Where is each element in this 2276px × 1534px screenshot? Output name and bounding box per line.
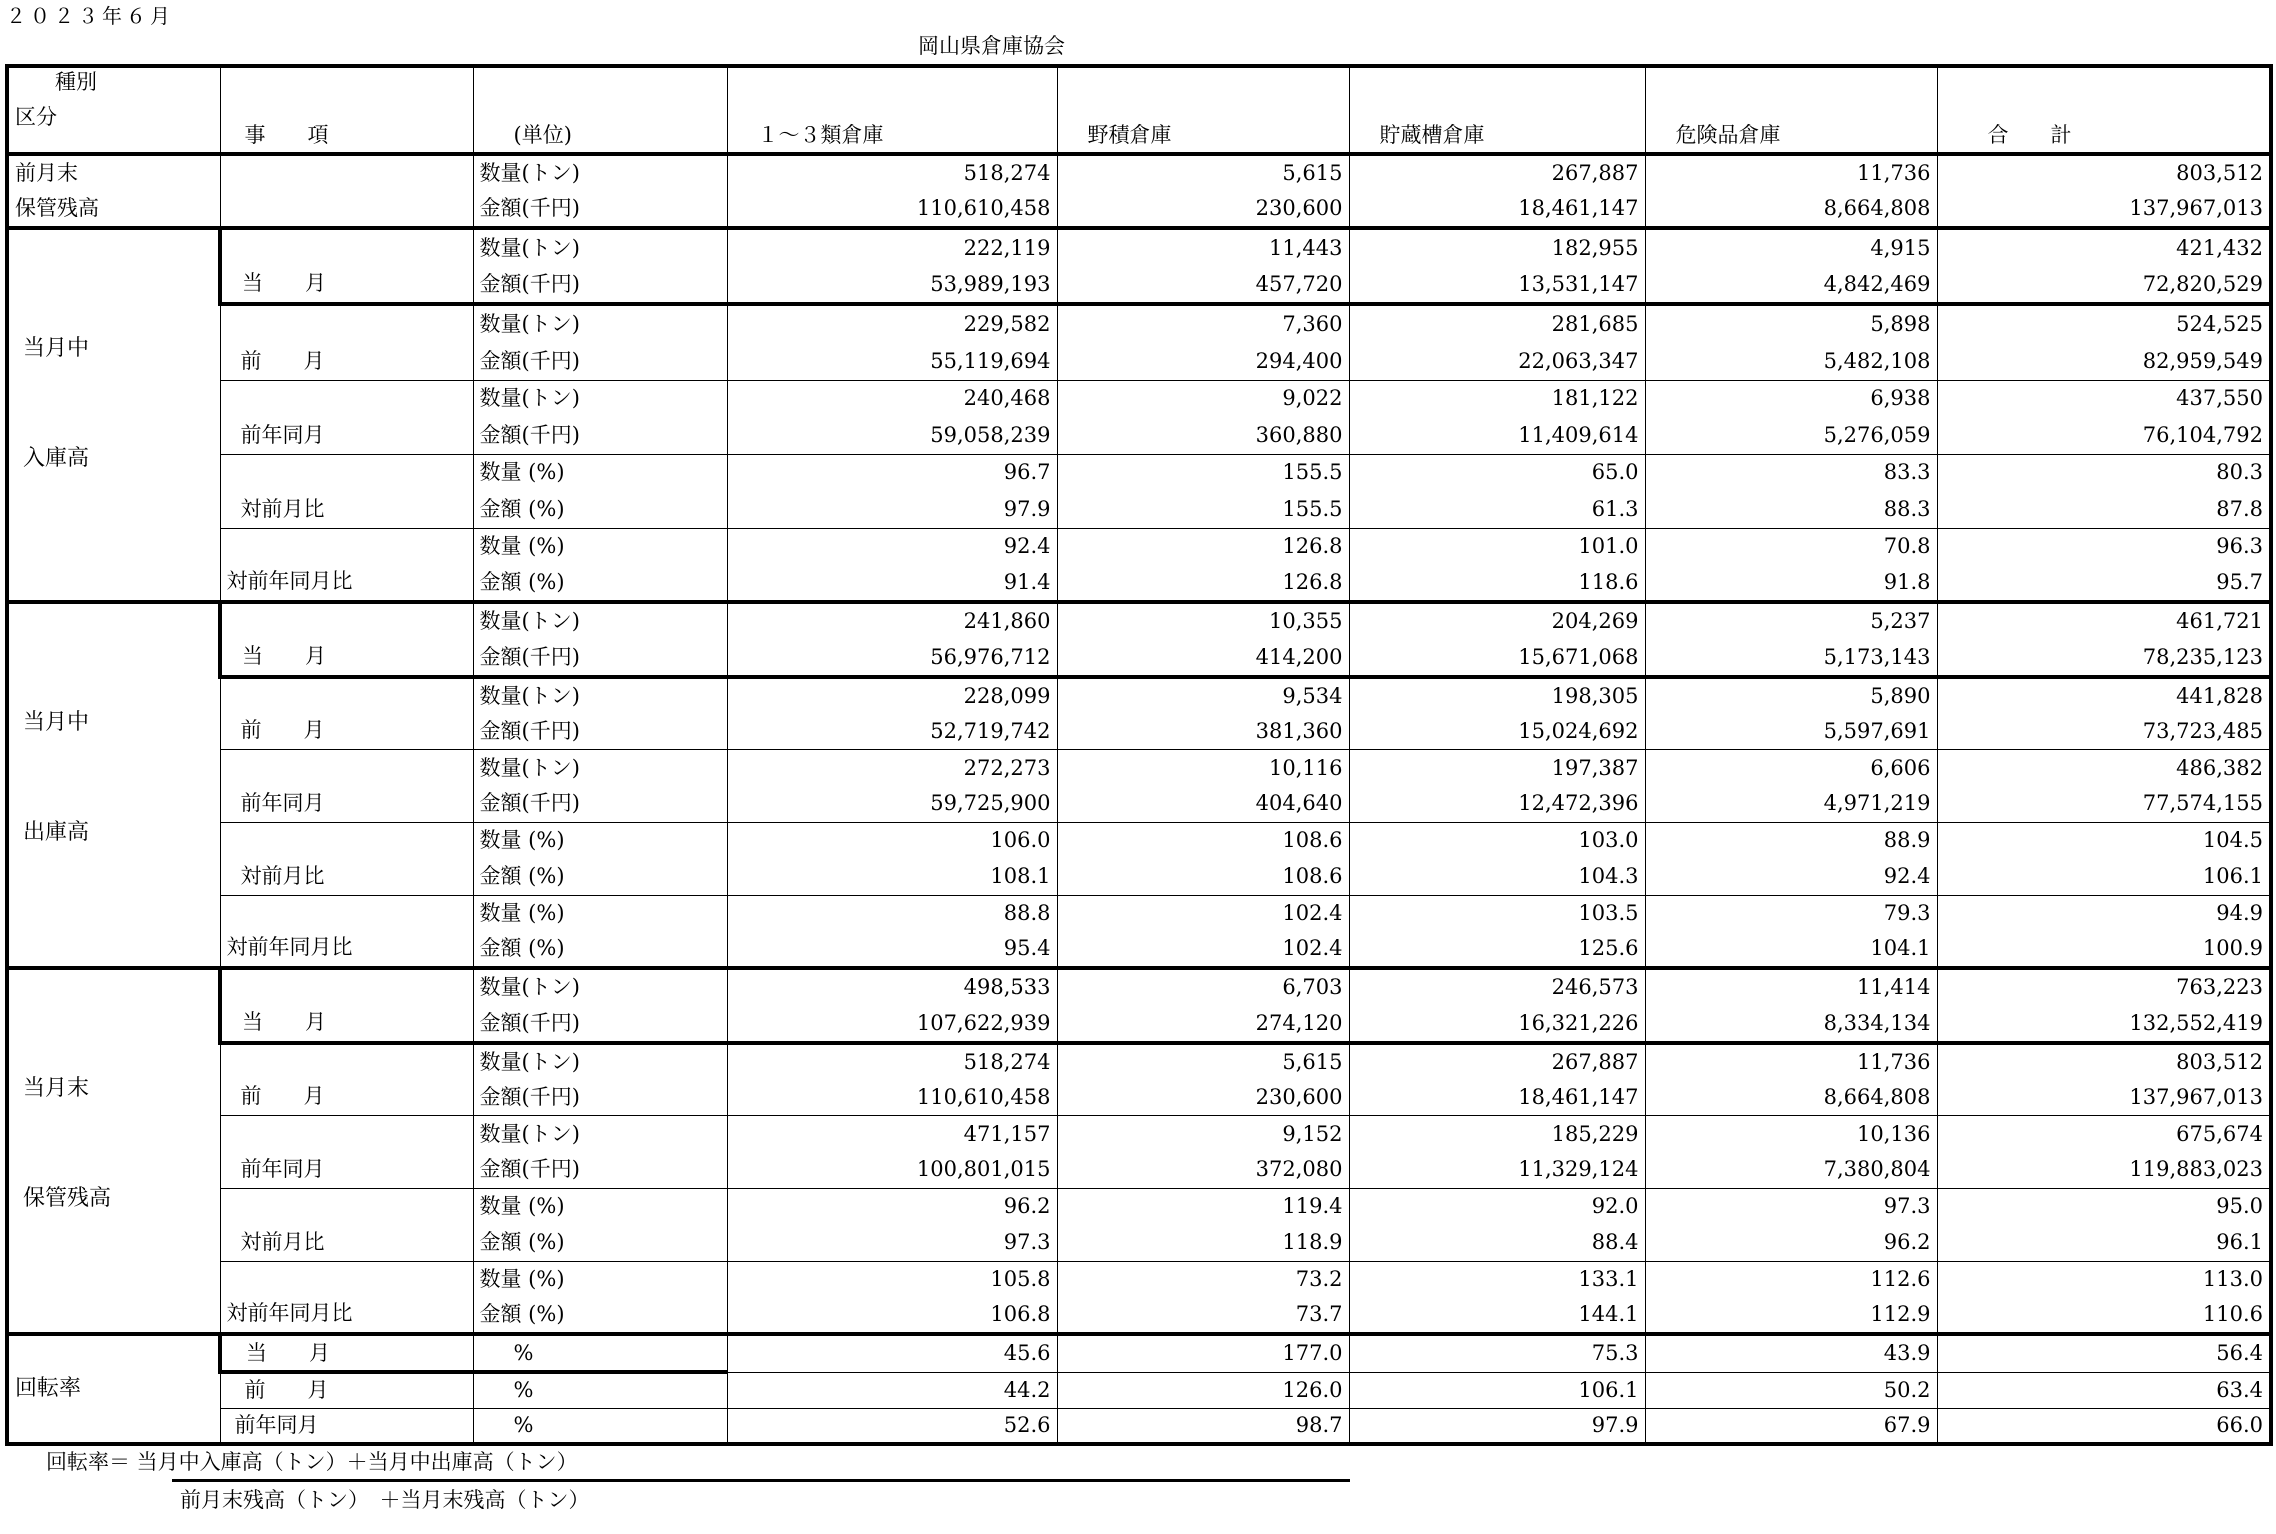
value-cell: 80.3 87.8 xyxy=(1937,454,2271,528)
item-current: 当 月 xyxy=(220,602,473,677)
header-row xyxy=(7,66,2271,154)
value-cell: 441,828 73,723,485 xyxy=(1937,677,2271,750)
turnover-current-row xyxy=(7,1334,2271,1372)
header-hazardous: 危険品倉庫 xyxy=(1645,66,1937,154)
end-balance-previous-row xyxy=(7,1043,2271,1116)
value-cell: 518,274 110,610,458 xyxy=(727,1043,1057,1116)
value-cell: 98.7 xyxy=(1057,1408,1349,1444)
organization-name: 岡山県倉庫協会 xyxy=(918,34,1065,58)
item-vs-prev-year: 対前年同月比 xyxy=(220,528,473,602)
value-cell: 112.6 112.9 xyxy=(1645,1261,1937,1334)
value-cell: 10,355 414,200 xyxy=(1057,602,1349,677)
value-cell: 66.0 xyxy=(1937,1408,2271,1444)
unit-cell: 数量(トン) 金額(千円) xyxy=(473,677,727,750)
value-cell: 267,887 18,461,147 xyxy=(1349,1043,1645,1116)
value-cell: 498,533 107,622,939 xyxy=(727,968,1057,1043)
turnover-label: 回転率 xyxy=(7,1334,220,1444)
header-class1-3: １～３類倉庫 xyxy=(727,66,1057,154)
value-cell: 471,157 100,801,015 xyxy=(727,1116,1057,1189)
outbound-previous-row xyxy=(7,677,2271,750)
warehouse-statistics-table xyxy=(5,64,2273,1446)
value-cell: 56.4 xyxy=(1937,1334,2271,1372)
turnover-previous-row xyxy=(7,1372,2271,1408)
inbound-prev-year-row xyxy=(7,380,2271,454)
value-cell: 5,615 230,600 xyxy=(1057,1043,1349,1116)
value-cell: 240,468 59,058,239 xyxy=(727,380,1057,454)
item-previous: 前 月 xyxy=(220,1372,473,1408)
formula-fraction-line xyxy=(172,1479,1350,1482)
value-cell: 65.0 61.3 xyxy=(1349,454,1645,528)
value-cell: 421,432 72,820,529 xyxy=(1937,228,2271,304)
value-cell: 5,890 5,597,691 xyxy=(1645,677,1937,750)
value-cell: 10,116 404,640 xyxy=(1057,750,1349,823)
formula-denominator: 前月末残高（トン） ＋当月末残高（トン） xyxy=(180,1488,590,1512)
value-cell: 182,955 13,531,147 xyxy=(1349,228,1645,304)
value-cell: 126.0 xyxy=(1057,1372,1349,1408)
item-current: 当 月 xyxy=(220,1334,473,1372)
unit-cell: 数量(トン) 金額(千円) xyxy=(473,968,727,1043)
end-balance-current-row xyxy=(7,968,2271,1043)
unit-cell: 数量 (%) 金額 (%) xyxy=(473,1188,727,1261)
turnover-prev-year-row xyxy=(7,1408,2271,1444)
outbound-section-label: 当月中 出庫高 xyxy=(7,602,220,968)
item-vs-prev-year: 対前年同月比 xyxy=(220,895,473,968)
value-cell: 102.4 102.4 xyxy=(1057,895,1349,968)
value-cell: 96.7 97.9 xyxy=(727,454,1057,528)
value-cell: 97.3 96.2 xyxy=(1645,1188,1937,1261)
value-cell: 126.8 126.8 xyxy=(1057,528,1349,602)
value-cell: 70.8 91.8 xyxy=(1645,528,1937,602)
header-total: 合 計 xyxy=(1937,66,2271,154)
item-vs-prev-year: 対前年同月比 xyxy=(220,1261,473,1334)
unit-cell: 数量(トン) 金額(千円) xyxy=(473,1043,727,1116)
unit-cell: 数量(トン) 金額(千円) xyxy=(473,154,727,228)
outbound-vs-prev-year-row xyxy=(7,895,2271,968)
header-item: 事 項 xyxy=(220,66,473,154)
value-cell: 96.2 97.3 xyxy=(727,1188,1057,1261)
unit-cell: 数量(トン) 金額(千円) xyxy=(473,1116,727,1189)
end-balance-vs-prev-year-row xyxy=(7,1261,2271,1334)
value-cell: 6,938 5,276,059 xyxy=(1645,380,1937,454)
header-kind: 種別 xyxy=(55,70,97,94)
value-cell: 9,534 381,360 xyxy=(1057,677,1349,750)
value-cell: 6,703 274,120 xyxy=(1057,968,1349,1043)
value-cell: 119.4 118.9 xyxy=(1057,1188,1349,1261)
value-cell: 181,122 11,409,614 xyxy=(1349,380,1645,454)
unit-cell: 数量(トン) 金額(千円) xyxy=(473,228,727,304)
outbound-vs-prev-month-row xyxy=(7,822,2271,895)
unit-cell: 数量 (%) 金額 (%) xyxy=(473,895,727,968)
report-date: ２０２３年６月 xyxy=(6,4,174,28)
value-cell: 94.9 100.9 xyxy=(1937,895,2271,968)
inbound-vs-prev-month-row xyxy=(7,454,2271,528)
unit-cell: 数量 (%) 金額 (%) xyxy=(473,528,727,602)
value-cell: 198,305 15,024,692 xyxy=(1349,677,1645,750)
header-silo: 貯蔵槽倉庫 xyxy=(1349,66,1645,154)
value-cell: 113.0 110.6 xyxy=(1937,1261,2271,1334)
unit-cell: % xyxy=(473,1334,727,1372)
value-cell: 267,887 18,461,147 xyxy=(1349,154,1645,228)
item-prev-year: 前年同月 xyxy=(220,750,473,823)
unit-cell: 数量 (%) 金額 (%) xyxy=(473,1261,727,1334)
value-cell: 63.4 xyxy=(1937,1372,2271,1408)
value-cell: 11,414 8,334,134 xyxy=(1645,968,1937,1043)
inbound-current-row xyxy=(7,228,2271,304)
value-cell: 437,550 76,104,792 xyxy=(1937,380,2271,454)
value-cell: 241,860 56,976,712 xyxy=(727,602,1057,677)
value-cell: 104.5 106.1 xyxy=(1937,822,2271,895)
value-cell: 43.9 xyxy=(1645,1334,1937,1372)
value-cell: 106.0 108.1 xyxy=(727,822,1057,895)
end-balance-vs-prev-month-row xyxy=(7,1188,2271,1261)
value-cell: 103.0 104.3 xyxy=(1349,822,1645,895)
value-cell: 5,237 5,173,143 xyxy=(1645,602,1937,677)
value-cell: 518,274 110,610,458 xyxy=(727,154,1057,228)
item-vs-prev-month: 対前月比 xyxy=(220,454,473,528)
item-vs-prev-month: 対前月比 xyxy=(220,1188,473,1261)
value-cell: 75.3 xyxy=(1349,1334,1645,1372)
end-balance-prev-year-row xyxy=(7,1116,2271,1189)
value-cell: 197,387 12,472,396 xyxy=(1349,750,1645,823)
value-cell: 229,582 55,119,694 xyxy=(727,304,1057,380)
item-previous: 前 月 xyxy=(220,304,473,380)
value-cell: 88.8 95.4 xyxy=(727,895,1057,968)
inbound-section-label: 当月中 入庫高 xyxy=(7,228,220,602)
value-cell: 88.9 92.4 xyxy=(1645,822,1937,895)
unit-cell: 数量 (%) 金額 (%) xyxy=(473,822,727,895)
value-cell: 9,152 372,080 xyxy=(1057,1116,1349,1189)
value-cell: 79.3 104.1 xyxy=(1645,895,1937,968)
value-cell: 103.5 125.6 xyxy=(1349,895,1645,968)
value-cell: 246,573 16,321,226 xyxy=(1349,968,1645,1043)
inbound-vs-prev-year-row xyxy=(7,528,2271,602)
value-cell: 52.6 xyxy=(727,1408,1057,1444)
value-cell: 105.8 106.8 xyxy=(727,1261,1057,1334)
item-vs-prev-month: 対前月比 xyxy=(220,822,473,895)
value-cell: 5,615 230,600 xyxy=(1057,154,1349,228)
value-cell: 11,736 8,664,808 xyxy=(1645,1043,1937,1116)
value-cell: 108.6 108.6 xyxy=(1057,822,1349,895)
value-cell: 803,512 137,967,013 xyxy=(1937,1043,2271,1116)
item-prev-year: 前年同月 xyxy=(220,1408,473,1444)
value-cell: 95.0 96.1 xyxy=(1937,1188,2271,1261)
value-cell: 461,721 78,235,123 xyxy=(1937,602,2271,677)
value-cell: 5,898 5,482,108 xyxy=(1645,304,1937,380)
value-cell: 96.3 95.7 xyxy=(1937,528,2271,602)
header-unit: (単位) xyxy=(473,66,727,154)
value-cell: 73.2 73.7 xyxy=(1057,1261,1349,1334)
value-cell: 7,360 294,400 xyxy=(1057,304,1349,380)
value-cell: 92.4 91.4 xyxy=(727,528,1057,602)
item-previous: 前 月 xyxy=(220,677,473,750)
value-cell: 204,269 15,671,068 xyxy=(1349,602,1645,677)
value-cell: 675,674 119,883,023 xyxy=(1937,1116,2271,1189)
value-cell: 83.3 88.3 xyxy=(1645,454,1937,528)
prev-balance-label: 前月末 保管残高 xyxy=(7,154,220,228)
value-cell: 50.2 xyxy=(1645,1372,1937,1408)
value-cell: 133.1 144.1 xyxy=(1349,1261,1645,1334)
outbound-current-row xyxy=(7,602,2271,677)
header-open-yard: 野積倉庫 xyxy=(1057,66,1349,154)
outbound-prev-year-row xyxy=(7,750,2271,823)
value-cell: 524,525 82,959,549 xyxy=(1937,304,2271,380)
item-prev-year: 前年同月 xyxy=(220,380,473,454)
value-cell: 11,443 457,720 xyxy=(1057,228,1349,304)
header-kind-cell xyxy=(7,66,220,154)
value-cell: 185,229 11,329,124 xyxy=(1349,1116,1645,1189)
value-cell: 44.2 xyxy=(727,1372,1057,1408)
item-current: 当 月 xyxy=(220,228,473,304)
unit-cell: 数量(トン) 金額(千円) xyxy=(473,380,727,454)
value-cell: 67.9 xyxy=(1645,1408,1937,1444)
value-cell: 97.9 xyxy=(1349,1408,1645,1444)
unit-cell: % xyxy=(473,1408,727,1444)
prev-balance-item xyxy=(220,154,473,228)
value-cell: 486,382 77,574,155 xyxy=(1937,750,2271,823)
unit-cell: % xyxy=(473,1372,727,1408)
value-cell: 92.0 88.4 xyxy=(1349,1188,1645,1261)
item-current: 当 月 xyxy=(220,968,473,1043)
value-cell: 803,512 137,967,013 xyxy=(1937,154,2271,228)
value-cell: 228,099 52,719,742 xyxy=(727,677,1057,750)
value-cell: 11,736 8,664,808 xyxy=(1645,154,1937,228)
value-cell: 101.0 118.6 xyxy=(1349,528,1645,602)
value-cell: 281,685 22,063,347 xyxy=(1349,304,1645,380)
unit-cell: 数量(トン) 金額(千円) xyxy=(473,304,727,380)
value-cell: 222,119 53,989,193 xyxy=(727,228,1057,304)
inbound-previous-row xyxy=(7,304,2271,380)
item-previous: 前 月 xyxy=(220,1043,473,1116)
value-cell: 177.0 xyxy=(1057,1334,1349,1372)
unit-cell: 数量(トン) 金額(千円) xyxy=(473,750,727,823)
formula-numerator: 回転率＝ 当月中入庫高（トン）＋当月中出庫高（トン） xyxy=(46,1450,578,1474)
unit-cell: 数量 (%) 金額 (%) xyxy=(473,454,727,528)
value-cell: 45.6 xyxy=(727,1334,1057,1372)
end-balance-section-label: 当月末 保管残高 xyxy=(7,968,220,1334)
value-cell: 272,273 59,725,900 xyxy=(727,750,1057,823)
prev-balance-row xyxy=(7,154,2271,228)
value-cell: 106.1 xyxy=(1349,1372,1645,1408)
header-division: 区分 xyxy=(15,105,57,129)
value-cell: 10,136 7,380,804 xyxy=(1645,1116,1937,1189)
value-cell: 155.5 155.5 xyxy=(1057,454,1349,528)
value-cell: 4,915 4,842,469 xyxy=(1645,228,1937,304)
value-cell: 9,022 360,880 xyxy=(1057,380,1349,454)
value-cell: 6,606 4,971,219 xyxy=(1645,750,1937,823)
item-prev-year: 前年同月 xyxy=(220,1116,473,1189)
unit-cell: 数量(トン) 金額(千円) xyxy=(473,602,727,677)
value-cell: 763,223 132,552,419 xyxy=(1937,968,2271,1043)
